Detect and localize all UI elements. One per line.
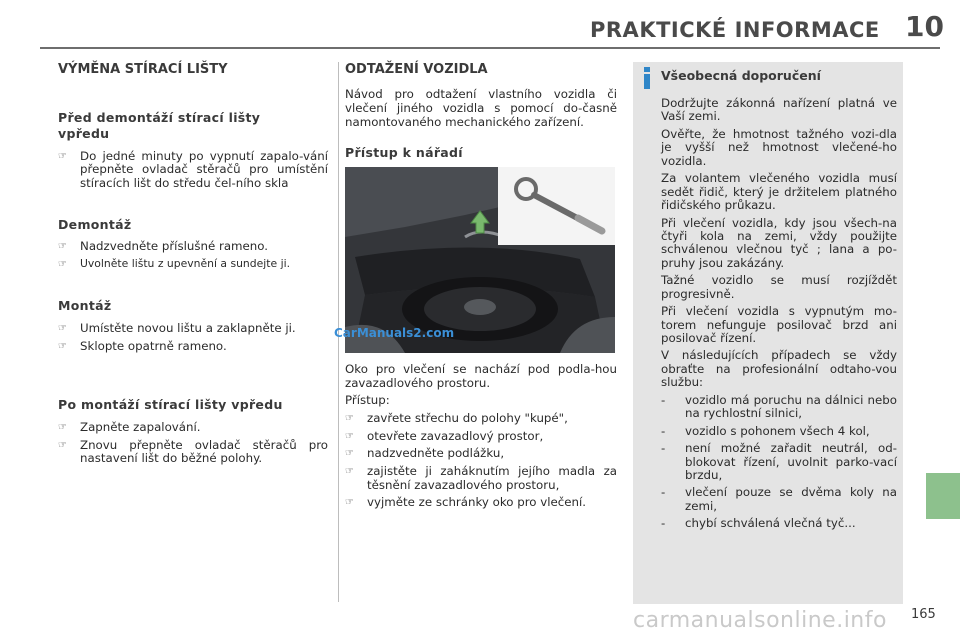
wiper-column xyxy=(58,60,328,470)
list-item: ☞ Uvolněte lištu z upevnění a sundejte ji. xyxy=(58,256,291,270)
info-paragraph: V následujících případech se vždy obraťte na profesionální odtaho-vou službu: xyxy=(661,348,897,390)
info-paragraph: Při vlečení vozidla s vypnutým mo-torem nefunguje posilovač brzd ani posilovač řízení. xyxy=(661,304,897,345)
page-header-title: PRAKTICKÉ INFORMACE xyxy=(590,18,880,42)
list-item: ☞ Nadzvedněte příslušné rameno. xyxy=(58,239,269,254)
pointer-icon: ☞ xyxy=(345,448,354,460)
pointer-icon: ☞ xyxy=(345,465,354,477)
pointer-icon: ☞ xyxy=(58,150,67,162)
pointer-icon: ☞ xyxy=(345,497,354,509)
pointer-icon: ☞ xyxy=(58,422,67,433)
header-divider xyxy=(40,47,940,49)
pointer-icon: ☞ xyxy=(345,430,354,442)
section-heading: Montáž xyxy=(58,298,112,314)
pointer-icon: ☞ xyxy=(58,439,67,451)
list-item: ☞ Umístěte novou lištu a zaklapněte ji. xyxy=(58,321,296,336)
towing-eye-location: Oko pro vlečení se nachází pod podla-hou zavazadlového prostoru. xyxy=(345,361,617,390)
info-paragraph: Za volantem vlečeného vozidla musí sedět řidič, který je držitelem platného řidičského průkazu. xyxy=(661,171,897,213)
info-box-body xyxy=(661,97,897,535)
towing-section-title: ODTAŽENÍ VOZIDLA xyxy=(345,62,488,77)
list-item: ☞ Sklopte opatrně rameno. xyxy=(58,338,227,353)
list-item: ☞ nadzvedněte podlážku, xyxy=(345,446,505,461)
info-icon xyxy=(641,67,653,89)
section-heading: Před demontáží stírací lišty vpředu xyxy=(58,110,261,141)
page-number: 165 xyxy=(911,607,936,622)
list-item: ☞ Znovu přepněte ovladač stěračů pro nastavení lišt do běžné polohy. xyxy=(58,437,328,466)
chapter-side-tab xyxy=(926,473,960,519)
list-item: ☞ zajistěte ji zaháknutím jejího madla za těsnění zavazadlového prostoru, xyxy=(345,463,617,492)
list-item: ☞ Do jedné minuty po vypnutí zapalo-vání přepněte ovladač stěračů pro umístění stíracích lišt do středu čel-ního skla xyxy=(58,148,328,190)
chapter-number: 10 xyxy=(905,10,944,43)
info-box-title: Všeobecná doporučení xyxy=(661,68,821,83)
pointer-icon: ☞ xyxy=(58,323,67,335)
info-paragraph: Dodržujte zákonná nařízení platná ve Vaší zemi. xyxy=(661,96,897,124)
towing-intro: Návod pro odtažení vlastního vozidla či vlečení jiného vozidla s pomocí do-časně namontovaného mechanického zařízení. xyxy=(345,87,617,129)
watermark-bottom: carmanualsonline.info xyxy=(633,608,887,633)
access-label: Přístup: xyxy=(345,393,390,408)
wiper-section-title: VÝMĚNA STÍRACÍ LIŠTY xyxy=(58,62,228,77)
list-item: ☞ otevřete zavazadlový prostor, xyxy=(345,428,544,443)
info-paragraph: Ověřte, že hmotnost tažného vozi-dla je vyšší než hmotnost vlečené-ho vozidla. xyxy=(661,126,897,168)
list-item: - není možné zařadit neutrál, od-blokovat řízení, uvolnit parko-vací brzdu, xyxy=(661,441,897,482)
pointer-icon: ☞ xyxy=(58,241,67,253)
section-heading: Demontáž xyxy=(58,216,132,232)
tools-access-heading: Přístup k nářadí xyxy=(345,145,463,161)
list-item: ☞ Zapněte zapalování. xyxy=(58,420,201,434)
list-item: - vlečení pouze se dvěma koly na zemi, xyxy=(661,485,897,513)
towing-eye-inset xyxy=(498,167,615,245)
watermark-center: CarManuals2.com xyxy=(334,326,455,340)
list-item: ☞ vyjměte ze schránky oko pro vlečení. xyxy=(345,495,587,510)
info-paragraph: Tažné vozidlo se musí rozjíždět progresivně. xyxy=(661,273,897,301)
pointer-icon: ☞ xyxy=(58,258,67,270)
info-paragraph: Při vlečení vozidla, kdy jsou všech-na čtyři kola na zemi, vždy použijte schválenou vlečnou tyč ; lana a po-pruhy jsou zakázány. xyxy=(661,215,897,270)
list-item: - chybí schválená vlečná tyč... xyxy=(661,516,856,531)
pointer-icon: ☞ xyxy=(345,412,354,424)
pointer-icon: ☞ xyxy=(58,340,67,352)
trunk-photo xyxy=(345,167,615,353)
list-item: - vozidlo s pohonem všech 4 kol, xyxy=(661,423,870,438)
towing-eye-icon xyxy=(498,167,615,245)
list-item: - vozidlo má poruchu na dálnici nebo na rychlostní silnici, xyxy=(661,392,897,421)
towing-column xyxy=(345,60,617,514)
section-heading: Po montáží stírací lišty vpředu xyxy=(58,397,283,413)
list-item: ☞ zavřete střechu do polohy "kupé", xyxy=(345,410,568,425)
